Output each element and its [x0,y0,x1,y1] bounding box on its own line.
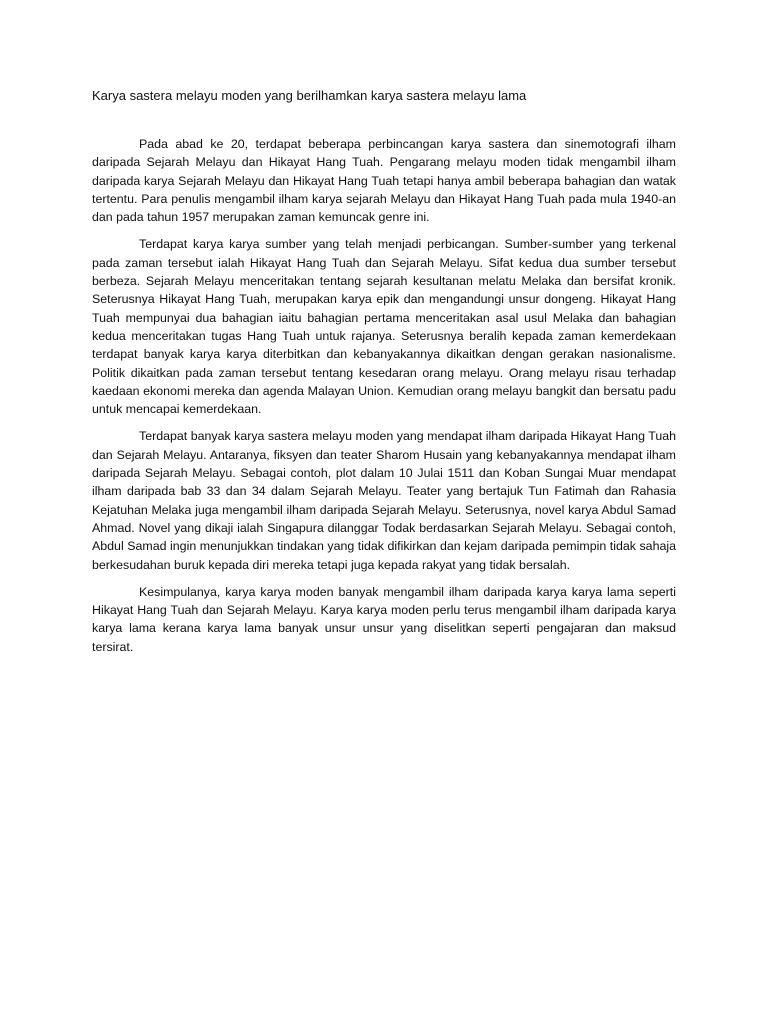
document-title: Karya sastera melayu moden yang berilhamkan karya sastera melayu lama [92,88,527,103]
document-page [92,87,676,665]
paragraph-introduction: Pada abad ke 20, terdapat beberapa perbincangan karya sastera dan sinemotografi ilham daripada Sejarah Melayu dan Hikayat Hang Tuah. Pengarang melayu moden tidak mengambil ilham daripada karya Sejarah Melayu dan Hikayat Hang Tuah tetapi hanya ambil beberapa bahagian dan watak tertentu. Para penulis mengambil ilham karya sejarah Melayu dan Hikayat Hang Tuah pada mula 1940-an dan pada tahun 1957 merupakan zaman kemuncak genre ini. [92,137,676,225]
paragraph-conclusion: Kesimpulanya, karya karya moden banyak mengambil ilham daripada karya karya lama seperti Hikayat Hang Tuah dan Sejarah Melayu. Karya karya moden perlu terus mengambil ilham daripada karya karya lama kerana karya lama banyak unsur unsur yang diselitkan seperti pengajaran dan maksud tersirat. [92,584,676,654]
paragraph-examples: Terdapat banyak karya sastera melayu moden yang mendapat ilham daripada Hikayat Hang Tuah dan Sejarah Melayu. Antaranya, fiksyen dan teater Sharom Husain yang kebanyakannya mendapat ilham daripada Sejarah Melayu. Sebagai contoh, plot dalam 10 Julai 1511 dan Koban Sungai Muar mendapat ilham daripada bab 33 dan 34 dalam Sejarah Melayu. Teater yang bertajuk Tun Fatimah dan Rahasia Kejatuhan Melaka juga mengambil ilham daripada Sejarah Melayu. Seterusnya, novel karya Abdul Samad Ahmad. Novel yang dikaji ialah Singapura dilanggar Todak berdasarkan Sejarah Melayu. Sebagai contoh, Abdul Samad ingin menunjukkan tindakan yang tidak difikirkan dan kejam daripada pemimpin tidak sahaja berkesudahan buruk kepada diri mereka tetapi juga kepada rakyat yang tidak bersalah. [92,429,676,572]
paragraph-sources: Terdapat karya karya sumber yang telah menjadi perbicangan. Sumber-sumber yang terkenal pada zaman tersebut ialah Hikayat Hang Tuah dan Sejarah Melayu. Sifat kedua dua sumber tersebut berbeza. Sejarah Melayu menceritakan tentang sejarah kesultanan melatu Melaka dan bersifat kronik. Seterusnya Hikayat Hang Tuah, merupakan karya epik dan mengandungi unsur dongeng. Hikayat Hang Tuah mempunyai dua bahagian iaitu bahagian pertama menceritakan asal usul Melaka dan bahagian kedua menceritakan tugas Hang Tuah untuk rajanya. Seterusnya beralih kepada zaman kemerdekaan terdapat banyak karya karya diterbitkan dan kebanyakannya dikaitkan dengan gerakan nasionalisme. Politik dikaitkan pada zaman tersebut tentang kesedaran orang melayu. Orang melayu risau terhadap kaedaan ekonomi mereka dan agenda Malayan Union. Kemudian orang melayu bangkit dan bersatu padu untuk mencapai kemerdekaan. [92,237,676,417]
